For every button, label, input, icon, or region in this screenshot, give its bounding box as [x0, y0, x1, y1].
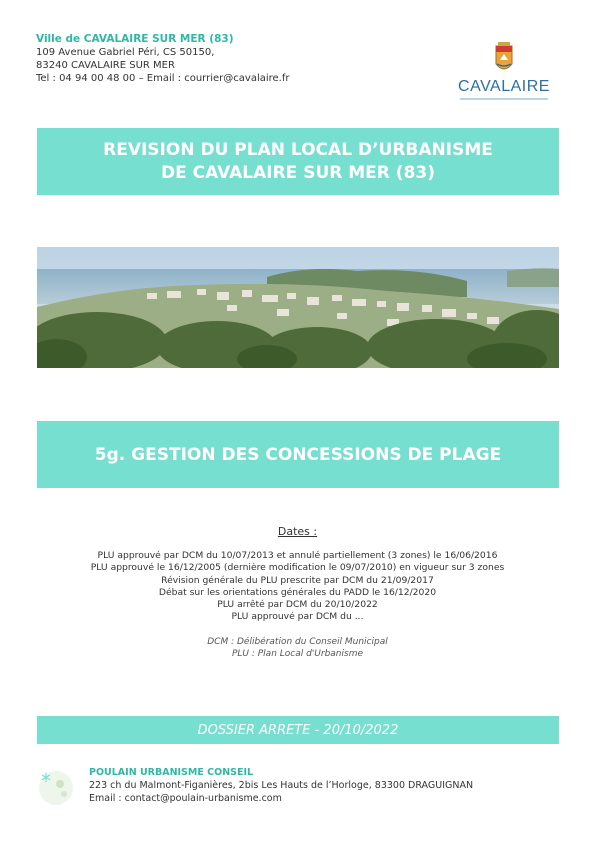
svg-text:*: * — [41, 769, 51, 793]
date-item: Révision générale du PLU prescrite par DCM du 21/09/2017 — [161, 574, 434, 586]
date-item: PLU approuvé le 16/12/2005 (dernière modification le 09/07/2010) en vigueur sur 3 zones — [90, 562, 505, 574]
dates-heading: Dates : — [277, 525, 318, 538]
definition-dcm: DCM : Délibération du Conseil Municipal — [207, 637, 388, 647]
poulain-logo — [38, 768, 74, 806]
logo-tagline-rule — [460, 98, 548, 100]
consultant-address: 223 ch du Malmont-Figanières, 2bis Les Hauts de l’Horloge, 83300 DRAGUIGNAN — [89, 780, 474, 791]
date-item: PLU arrêté par DCM du 20/10/2022 — [217, 599, 378, 611]
date-item: PLU approuvé par DCM du 10/07/2013 et annulé partiellement (3 zones) le 16/06/2016 — [97, 550, 498, 561]
definition-plu: PLU : Plan Local d'Urbanisme — [231, 649, 364, 659]
document-subtitle: 5g. GESTION DES CONCESSIONS DE PLAGE — [94, 444, 502, 465]
dates-list — [0, 550, 595, 624]
date-item: PLU approuvé par DCM du ... — [231, 611, 364, 623]
title-line-2: DE CAVALAIRE SUR MER (83) — [160, 162, 435, 183]
consultant-email: Email : contact@poulain-urbanisme.com — [89, 793, 282, 804]
dossier-status-label: DOSSIER ARRETE - 20/10/2022 — [197, 722, 399, 738]
municipality-name: Ville de CAVALAIRE SUR MER (83) — [36, 33, 234, 45]
logo-wordmark: CAVALAIRE — [458, 78, 550, 95]
address-line-2: 83240 CAVALAIRE SUR MER — [36, 60, 175, 71]
title-banner — [37, 128, 559, 195]
dossier-status-banner — [37, 716, 559, 744]
contact-line: Tel : 04 94 00 48 00 – Email : courrier@cavalaire.fr — [36, 73, 290, 84]
title-line-1: REVISION DU PLAN LOCAL D’URBANISME — [103, 139, 493, 160]
coat-of-arms-icon — [456, 40, 552, 78]
town-panorama-photo — [37, 247, 559, 368]
subtitle-banner — [37, 421, 559, 488]
consultant-name: POULAIN URBANISME CONSEIL — [89, 767, 254, 778]
address-line-1: 109 Avenue Gabriel Péri, CS 50150, — [36, 47, 215, 58]
abbreviation-definitions — [0, 636, 595, 660]
date-item: Débat sur les orientations générales du PADD le 16/12/2020 — [158, 586, 437, 598]
cavalaire-logo — [456, 40, 552, 104]
